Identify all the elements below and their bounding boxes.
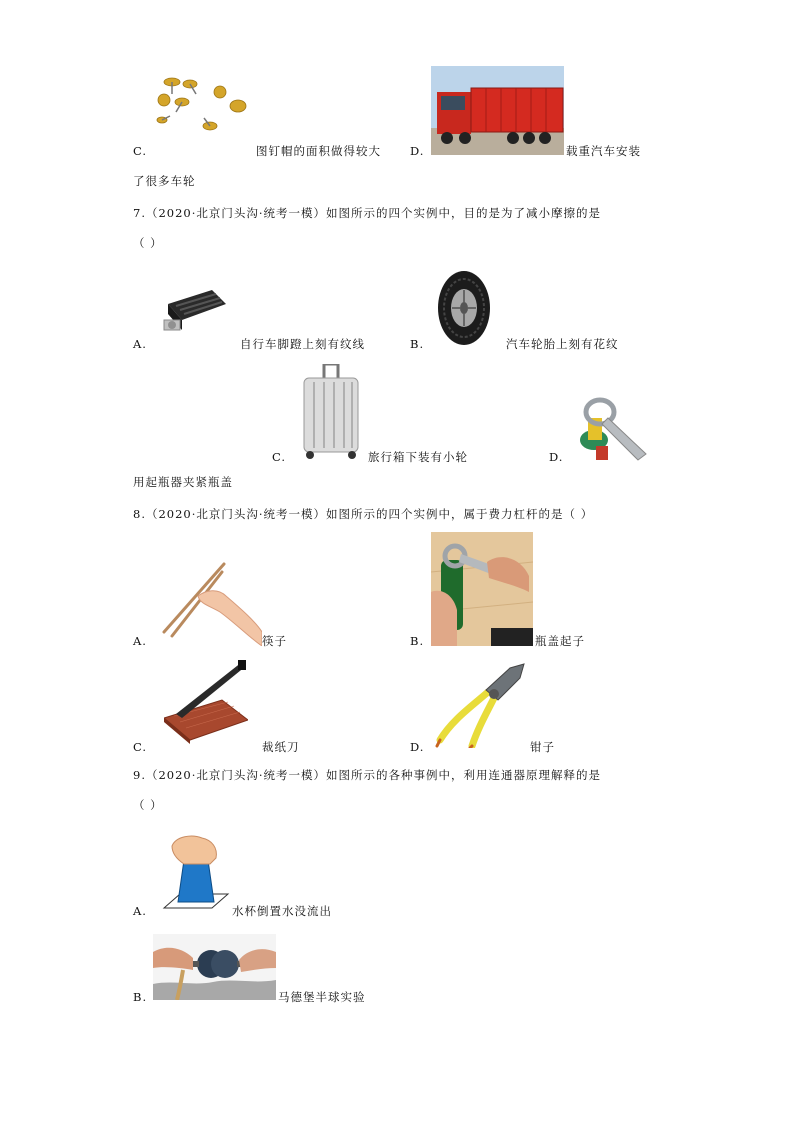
thumbtacks-image <box>150 70 250 140</box>
q7-option-b-text: 汽车轮胎上刻有花纹 <box>506 337 619 351</box>
inverted-cup-image <box>162 830 230 912</box>
magdeburg-hemispheres-image <box>153 934 276 1000</box>
q7-stem: 7.（2020·北京门头沟·统考一模）如图所示的四个实例中，目的是为了减小摩擦的是 <box>133 206 602 220</box>
paper-cutter-image <box>164 660 248 744</box>
chopsticks-image <box>160 560 262 646</box>
q6-option-c-text: 图钉帽的面积做得较大 <box>256 144 381 158</box>
q6-option-c-letter: C. <box>133 144 148 158</box>
q8-option-d-text: 钳子 <box>530 740 555 754</box>
q9-option-b-text: 马德堡半球实验 <box>278 990 366 1004</box>
q7-option-c-letter: C. <box>272 450 287 464</box>
bicycle-pedal-image <box>160 284 230 342</box>
q8-option-a-text: 筷子 <box>262 634 287 648</box>
q9-stem: 9.（2020·北京门头沟·统考一模）如图所示的各种事例中，利用连通器原理解释的是 <box>133 768 602 782</box>
q6-option-d-text: 载重汽车安装 <box>566 144 641 158</box>
q6-option-d-letter: D. <box>410 144 425 158</box>
q9-option-a-letter: A. <box>133 904 147 918</box>
bottle-opener-image <box>576 396 648 462</box>
q8-option-d-letter: D. <box>410 740 425 754</box>
q9-option-b-letter: B. <box>133 990 148 1004</box>
q8-stem: 8.（2020·北京门头沟·统考一模）如图所示的四个实例中，属于费力杠杆的是（ ） <box>133 507 594 521</box>
q6-option-d-text-continued: 了很多车轮 <box>133 174 196 188</box>
q7-option-a-letter: A. <box>133 337 147 351</box>
q8-option-c-text: 裁纸刀 <box>262 740 300 754</box>
q7-option-b-letter: B. <box>410 337 425 351</box>
q8-option-b-letter: B. <box>410 634 425 648</box>
q8-option-a-letter: A. <box>133 634 147 648</box>
q7-option-a-text: 自行车脚蹬上刻有纹线 <box>240 337 365 351</box>
q7-answer-paren: （ ） <box>133 236 163 250</box>
q7-option-c-text: 旅行箱下装有小轮 <box>368 450 468 464</box>
q7-option-d-letter: D. <box>549 450 564 464</box>
bottle-cap-opener-image <box>431 532 533 646</box>
q9-answer-paren: （ ） <box>133 798 163 812</box>
q8-option-c-letter: C. <box>133 740 148 754</box>
truck-image <box>431 66 564 155</box>
q9-option-a-text: 水杯倒置水没流出 <box>232 904 332 918</box>
pliers-image <box>432 662 528 748</box>
q8-option-b-text: 瓶盖起子 <box>535 634 585 648</box>
car-tire-image <box>437 270 492 346</box>
suitcase-image <box>300 364 362 460</box>
q7-option-d-text-continued: 用起瓶器夹紧瓶盖 <box>133 475 233 489</box>
